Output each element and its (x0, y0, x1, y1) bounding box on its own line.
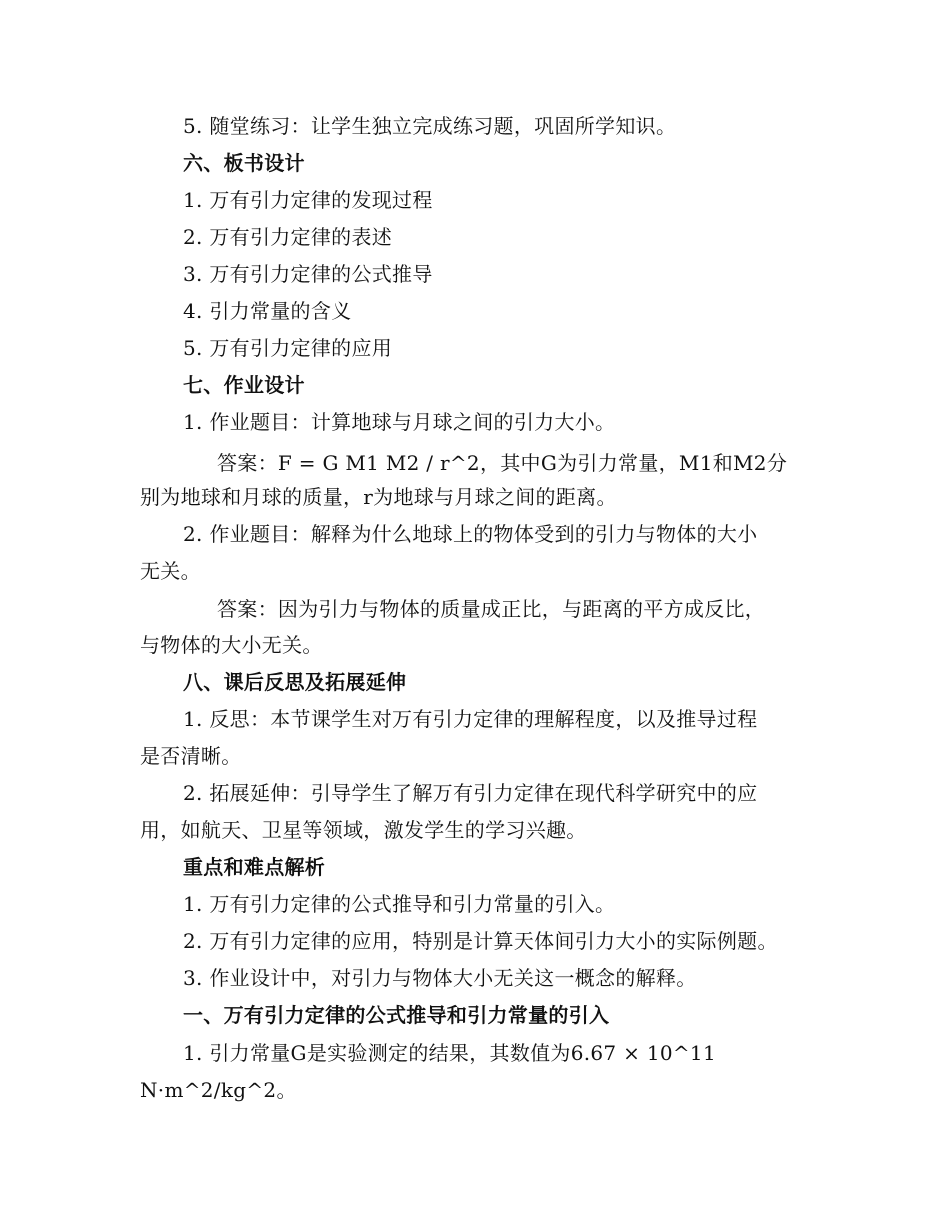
reflection-item: 1. 反思：本节课学生对万有引力定律的理解程度，以及推导过程 (183, 707, 758, 731)
key-point-item: 1. 万有引力定律的公式推导和引力常量的引入。 (183, 892, 616, 916)
homework-answer-continued: 与物体的大小无关。 (140, 633, 323, 657)
homework-answer: 答案：因为引力与物体的质量成正比，与距离的平方成反比， (217, 597, 766, 621)
board-design-item: 2. 万有引力定律的表述 (183, 225, 393, 249)
homework-question: 1. 作业题目：计算地球与月球之间的引力大小。 (183, 410, 616, 434)
practice-item: 5. 随堂练习：让学生独立完成练习题，巩固所学知识。 (183, 114, 677, 138)
section-heading-key-points: 重点和难点解析 (183, 855, 326, 879)
extension-item: 2. 拓展延伸：引导学生了解万有引力定律在现代科学研究中的应 (183, 781, 758, 805)
board-design-item: 1. 万有引力定律的发现过程 (183, 188, 433, 212)
section-heading-reflection: 八、课后反思及拓展延伸 (183, 670, 407, 694)
section-heading-homework: 七、作业设计 (183, 373, 305, 397)
homework-answer: 答案：F = G M1 M2 / r^2，其中G为引力常量，M1和M2分 (217, 451, 788, 475)
board-design-item: 3. 万有引力定律的公式推导 (183, 262, 433, 286)
homework-question: 2. 作业题目：解释为什么地球上的物体受到的引力与物体的大小 (183, 522, 758, 546)
section-heading-board-design: 六、板书设计 (183, 151, 305, 175)
formula-item-continued: N·m^2/kg^2。 (140, 1078, 297, 1102)
board-design-item: 4. 引力常量的含义 (183, 299, 352, 323)
formula-item: 1. 引力常量G是实验测定的结果，其数值为6.67 × 10^11 (183, 1041, 716, 1065)
homework-answer-continued: 别为地球和月球的质量，r为地球与月球之间的距离。 (140, 485, 617, 509)
homework-question-continued: 无关。 (140, 559, 201, 583)
section-heading-formula-derivation: 一、万有引力定律的公式推导和引力常量的引入 (183, 1003, 610, 1027)
board-design-item: 5. 万有引力定律的应用 (183, 336, 393, 360)
reflection-item-continued: 是否清晰。 (140, 744, 242, 768)
extension-item-continued: 用，如航天、卫星等领域，激发学生的学习兴趣。 (140, 818, 587, 842)
key-point-item: 3. 作业设计中，对引力与物体大小无关这一概念的解释。 (183, 966, 697, 990)
key-point-item: 2. 万有引力定律的应用，特别是计算天体间引力大小的实际例题。 (183, 929, 778, 953)
